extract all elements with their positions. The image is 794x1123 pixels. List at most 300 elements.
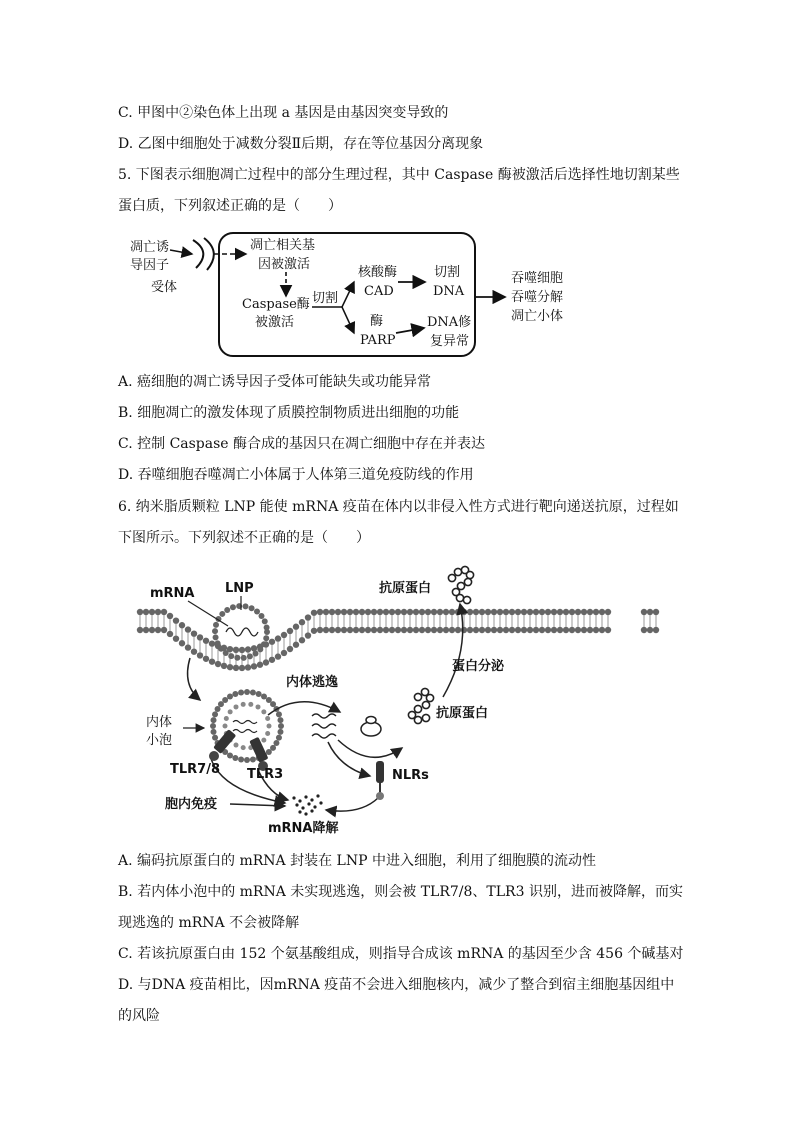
lipid-head <box>341 609 347 615</box>
lnp-lipid <box>230 604 236 610</box>
mrna-fragment <box>304 812 307 815</box>
lipid-head <box>209 658 215 664</box>
lipid-head <box>281 650 287 656</box>
lipid-head <box>323 609 329 615</box>
q5-option-b: B. 细胞凋亡的激发体现了质膜控制物质进出细胞的功能 <box>118 405 460 421</box>
endosome-lipid-inner <box>265 716 270 721</box>
endosome-lipid-outer <box>244 757 250 763</box>
endosome-lipid-outer <box>215 706 221 712</box>
mrna-fragment <box>307 802 310 805</box>
protein-bead <box>414 693 421 700</box>
lipid-head <box>647 627 653 633</box>
q6-stem-line-2: 下图所示。下列叙述不正确的是（ ） <box>118 530 370 546</box>
ribosome-small <box>366 717 376 724</box>
lipid-head <box>461 627 467 633</box>
lipid-head <box>503 627 509 633</box>
endosome-lipid-outer <box>277 729 283 735</box>
lipid-head <box>551 609 557 615</box>
lnp-lipid <box>212 628 218 634</box>
lnp-lipid <box>215 640 221 646</box>
lipid-head <box>473 627 479 633</box>
lnp-lipid <box>218 646 224 652</box>
lipid-head <box>593 627 599 633</box>
lnp-lipid <box>261 641 267 647</box>
lipid-head <box>251 645 257 651</box>
endosome-lipid-outer <box>222 697 228 703</box>
lipid-head <box>245 664 251 670</box>
protein-bead <box>414 705 421 712</box>
lipid-head <box>455 609 461 615</box>
lipid-head <box>173 617 179 623</box>
protein-bead <box>464 578 471 585</box>
lipid-head <box>155 627 161 633</box>
lipid-head <box>497 627 503 633</box>
mrna-label: mRNA <box>150 586 195 601</box>
mrna-fragment <box>292 796 295 799</box>
lipid-head <box>287 646 293 652</box>
lipid-head <box>221 663 227 669</box>
lipid-head <box>383 609 389 615</box>
lipid-head <box>593 609 599 615</box>
mrna-fragment <box>304 795 307 798</box>
endosome-lipid-inner <box>234 704 239 709</box>
lipid-head <box>425 609 431 615</box>
protein-bead <box>463 596 470 603</box>
lipid-head <box>563 609 569 615</box>
endosome-lipid-inner <box>261 738 266 743</box>
endosome-lipid-outer <box>273 740 279 746</box>
lipid-head <box>371 609 377 615</box>
lipid-head <box>641 627 647 633</box>
mrna-fragment <box>295 803 298 806</box>
lipid-head <box>587 627 593 633</box>
lipid-head <box>467 609 473 615</box>
lipid-head <box>359 609 365 615</box>
lipid-head <box>227 664 233 670</box>
lipid-head <box>521 627 527 633</box>
lipid-head <box>245 646 251 652</box>
lipid-head <box>377 609 383 615</box>
endosome-lipid-outer <box>276 711 282 717</box>
lipid-head <box>389 609 395 615</box>
lipid-head <box>173 635 179 641</box>
lipid-head <box>407 627 413 633</box>
lipid-head <box>371 627 377 633</box>
lipid-head <box>569 627 575 633</box>
lipid-head <box>491 609 497 615</box>
endosome-lipid-outer <box>212 711 218 717</box>
lnp-lipid <box>253 651 259 657</box>
lipid-head <box>281 632 287 638</box>
lipid-head <box>137 627 143 633</box>
mrna-fragment <box>310 798 313 801</box>
lipid-head <box>353 609 359 615</box>
lipid-head <box>359 627 365 633</box>
lnp-lipid <box>213 634 219 640</box>
cutdna-label-2: DNA <box>433 284 465 299</box>
tlr3-label: TLR3 <box>247 767 284 782</box>
lipid-head <box>545 609 551 615</box>
lipid-head <box>551 627 557 633</box>
lipid-head <box>257 662 263 668</box>
lipid-head <box>605 627 611 633</box>
lnp-lipid <box>258 613 264 619</box>
endosome-mrna-strand <box>233 721 257 724</box>
q6-option-c: C. 若该抗原蛋白由 152 个氨基酸组成，则指导合成该 mRNA 的基因至少含 456 个碱基对 <box>118 946 684 962</box>
lipid-head <box>233 665 239 671</box>
endosome-lipid-outer <box>232 691 238 697</box>
endosome-lipid-inner <box>223 724 228 729</box>
lnp-lipid <box>223 650 229 656</box>
endosome-lipid-inner <box>256 704 261 709</box>
protein-bead <box>466 571 473 578</box>
lnp-lipid <box>241 655 247 661</box>
q6-stem-line-1: 6. 纳米脂质颗粒 LNP 能使 mRNA 疫苗在体内以非侵入性方式进行靶向递送抗原，过程如 <box>118 499 679 515</box>
lipid-head <box>503 609 509 615</box>
lipid-head <box>527 609 533 615</box>
protein-bead <box>454 568 461 575</box>
mrna-fragment <box>319 801 322 804</box>
endosome-lipid-outer <box>261 694 267 700</box>
nuclease-label-2: CAD <box>364 284 394 299</box>
lipid-head <box>653 609 659 615</box>
lipid-head <box>299 637 305 643</box>
lipid-head <box>437 627 443 633</box>
endosome-lipid-outer <box>210 723 216 729</box>
lnp-lipid <box>228 653 234 659</box>
endosome-lipid-outer <box>232 755 238 761</box>
lipid-head <box>449 609 455 615</box>
endosome-mrna-strand <box>233 730 257 733</box>
lipid-head <box>209 640 215 646</box>
q6-option-d-line-1: D. 与DNA 疫苗相比，因mRNA 疫苗不会进入细胞核内，减少了整合到宿主细胞基因组中 <box>118 977 675 993</box>
lnp-lipid <box>262 618 268 624</box>
lipid-head <box>389 627 395 633</box>
lipid-head <box>395 609 401 615</box>
endosome-lipid-outer <box>211 729 217 735</box>
lipid-head <box>191 630 197 636</box>
lipid-head <box>251 663 257 669</box>
endosome-lipid-outer <box>270 701 276 707</box>
lipid-head <box>317 627 323 633</box>
inducer-label-2: 导因子 <box>130 258 170 273</box>
antigen-protein-mid-label: 抗原蛋白 <box>436 706 489 721</box>
lipid-head <box>269 657 275 663</box>
q4-option-c: C. 甲图中②染色体上出现 a 基因是由基因突变导致的 <box>118 105 449 121</box>
protein-bead <box>448 574 455 581</box>
lipid-head <box>269 639 275 645</box>
q5-stem-line-1: 5. 下图表示细胞凋亡过程中的部分生理过程，其中 Caspase 酶被激活后选择性地切割某些 <box>118 167 680 183</box>
lipid-head <box>377 627 383 633</box>
lipid-head <box>347 609 353 615</box>
innate-immunity-label: 胞内免疫 <box>165 797 218 812</box>
lipid-head <box>413 627 419 633</box>
lipid-head <box>521 609 527 615</box>
antigen-protein-top-shape <box>448 566 473 603</box>
gene-label-2: 因被激活 <box>258 257 311 272</box>
arrow-innate-degrade <box>230 804 285 806</box>
lipid-head <box>467 627 473 633</box>
q4-option-d: D. 乙图中细胞处于减数分裂Ⅱ后期，存在等位基因分离现象 <box>118 136 484 152</box>
lipid-head <box>311 610 317 616</box>
lipid-head <box>515 609 521 615</box>
lipid-head <box>401 627 407 633</box>
lnp-lipid <box>263 635 269 641</box>
endosome-lipid-inner <box>267 724 272 729</box>
repair-label-1: DNA修 <box>427 315 472 330</box>
lipid-head <box>641 609 647 615</box>
endosome-lipid-inner <box>248 702 253 707</box>
lipid-head <box>149 609 155 615</box>
endosome-lipid-inner <box>241 702 246 707</box>
q6-option-a: A. 编码抗原蛋白的 mRNA 封装在 LNP 中进入细胞，利用了细胞膜的流动性 <box>118 853 596 869</box>
lnp-lipid <box>249 605 255 611</box>
lipid-head <box>287 628 293 634</box>
lipid-head <box>539 609 545 615</box>
lipid-head <box>575 609 581 615</box>
lipid-head <box>239 665 245 671</box>
lipid-head <box>653 627 659 633</box>
nlrs-receptor-end <box>376 792 384 800</box>
lipid-head <box>395 627 401 633</box>
phagocyte-label-3: 凋亡小体 <box>511 309 564 324</box>
mrna-fragment <box>301 806 304 809</box>
lipid-head <box>419 609 425 615</box>
endosome-lipid-outer <box>256 691 262 697</box>
escaped-mrna-squiggle-2 <box>312 724 336 728</box>
enzyme-label-1: 酶 <box>370 314 384 329</box>
endosome-lipid-outer <box>276 735 282 741</box>
protein-bead <box>414 716 421 723</box>
lipid-head <box>353 627 359 633</box>
lipid-head <box>509 627 515 633</box>
lipid-head <box>437 609 443 615</box>
lipid-head <box>647 609 653 615</box>
endosome-lipid-outer <box>250 756 256 762</box>
endosome-lipid-outer <box>227 694 233 700</box>
q6-option-b-line-2: 现逃逸的 mRNA 不会被降解 <box>118 915 300 931</box>
lipid-head <box>167 613 173 619</box>
q5-option-d: D. 吞噬细胞吞噬凋亡小体属于人体第三道免疫防线的作用 <box>118 467 474 483</box>
q5-stem-line-2: 蛋白质，下列叙述正确的是（ ） <box>118 198 342 214</box>
phagocyte-label-1: 吞噬细胞 <box>511 271 564 286</box>
q5-option-a: A. 癌细胞的凋亡诱导因子受体可能缺失或功能异常 <box>118 374 432 390</box>
lipid-head <box>161 627 167 633</box>
phagocyte-label-2: 吞噬分解 <box>511 290 564 305</box>
mrna-fragment <box>298 810 301 813</box>
lipid-head <box>203 656 209 662</box>
lipid-head <box>407 609 413 615</box>
lipid-head <box>179 640 185 646</box>
lipid-head <box>167 631 173 637</box>
lnp-lipid <box>257 646 263 652</box>
lipid-head <box>581 627 587 633</box>
lipid-head <box>329 627 335 633</box>
lipid-head <box>161 609 167 615</box>
lipid-head <box>479 627 485 633</box>
antigen-protein-mid-shape <box>408 688 433 723</box>
endosome-lipid-outer <box>250 690 256 696</box>
lipid-head <box>305 614 311 620</box>
arrow-nlrs-degrade <box>326 798 378 811</box>
cutdna-label-1: 切割 <box>434 265 461 280</box>
lipid-head <box>311 628 317 634</box>
lipid-head <box>527 627 533 633</box>
protein-bead <box>456 594 463 601</box>
endosome-label-2: 小泡 <box>146 733 173 748</box>
enzyme-label-2: PARP <box>360 333 396 348</box>
lipid-head <box>197 634 203 640</box>
lipid-head <box>347 627 353 633</box>
gene-label-1: 凋亡相关基 <box>250 238 316 253</box>
endosome-lipid-outer <box>277 717 283 723</box>
lipid-head <box>143 609 149 615</box>
lipid-head <box>299 619 305 625</box>
protein-bead <box>422 701 429 708</box>
lipid-head <box>557 627 563 633</box>
lipid-head <box>143 627 149 633</box>
lipid-head <box>575 627 581 633</box>
lipid-head <box>401 609 407 615</box>
lnp-label: LNP <box>225 581 254 596</box>
lipid-head <box>413 609 419 615</box>
lipid-head <box>419 627 425 633</box>
lipid-head <box>449 627 455 633</box>
protein-bead <box>422 714 429 721</box>
endosome-lipid-inner <box>241 745 246 750</box>
mrna-fragment <box>310 809 313 812</box>
lipid-head <box>485 609 491 615</box>
lipid-head <box>545 627 551 633</box>
endosome-lipid-outer <box>238 690 244 696</box>
lipid-head <box>293 642 299 648</box>
lipid-head <box>509 609 515 615</box>
lipid-head <box>485 627 491 633</box>
endosome-lipid-inner <box>234 743 239 748</box>
lipid-head <box>137 609 143 615</box>
lnp-lipid <box>264 624 270 630</box>
lipid-head <box>431 627 437 633</box>
lipid-head <box>455 627 461 633</box>
lipid-head <box>305 632 311 638</box>
caspase-label-2: 被激活 <box>255 315 295 330</box>
mrna-fragment <box>313 805 316 808</box>
lipid-head <box>149 627 155 633</box>
nlrs-receptor-shape <box>376 761 384 783</box>
tlr78-receptor-end <box>209 751 219 761</box>
lipid-head <box>563 627 569 633</box>
lipid-head <box>599 609 605 615</box>
lipid-head <box>365 627 371 633</box>
lnp-lipid <box>243 603 249 609</box>
arrow-lnp-to-endosome <box>188 658 200 700</box>
lipid-head <box>365 609 371 615</box>
lipid-head <box>335 627 341 633</box>
lipid-head <box>383 627 389 633</box>
lipid-head <box>329 609 335 615</box>
lipid-head <box>179 622 185 628</box>
escaped-mrna-squiggle-1 <box>312 714 336 718</box>
lipid-head <box>239 647 245 653</box>
lipid-head <box>233 647 239 653</box>
lnp-lipid <box>247 653 253 659</box>
lipid-head <box>263 659 269 665</box>
lipid-head <box>215 661 221 667</box>
endosome-lipid-inner <box>261 709 266 714</box>
q6-option-d-line-2: 的风险 <box>118 1008 160 1024</box>
lipid-head <box>473 609 479 615</box>
lipid-head <box>443 627 449 633</box>
lipid-head <box>335 609 341 615</box>
lipid-head <box>431 609 437 615</box>
nuclease-label-1: 核酸酶 <box>358 265 398 280</box>
lnp-lipid <box>254 609 260 615</box>
degraded-mrna-fragments <box>292 794 322 815</box>
lipid-head <box>533 627 539 633</box>
lipid-head <box>203 638 209 644</box>
receptor-label: 受体 <box>151 280 178 295</box>
lnp-lipid <box>234 655 240 661</box>
endosome-lipid-inner <box>265 731 270 736</box>
lnp-lipid <box>213 622 219 628</box>
endosome-lipid-outer <box>278 723 284 729</box>
q6-option-b-line-1: B. 若内体小泡中的 mRNA 未实现逃逸，则会被 TLR7/8、TLR3 识别，进而被降解，而实 <box>118 884 683 900</box>
lipid-head <box>275 653 281 659</box>
tlr78-label: TLR7/8 <box>170 762 221 777</box>
mrna-degradation-label: mRNA降解 <box>268 821 339 836</box>
endosome-label-1: 内体 <box>146 715 173 730</box>
caspase-label-1: Caspase酶 <box>242 297 310 312</box>
lipid-head <box>185 644 191 650</box>
protein-bead <box>426 694 433 701</box>
endosome-lipid-outer <box>244 689 250 695</box>
lipid-head <box>191 648 197 654</box>
cut-label: 切割 <box>312 291 339 306</box>
nlrs-label: NLRs <box>392 768 429 783</box>
lipid-head <box>479 609 485 615</box>
inducer-label-1: 凋亡诱 <box>130 240 170 255</box>
arrow-to-nlrs <box>328 742 370 776</box>
endosome-lipid-outer <box>238 756 244 762</box>
endosome-lipid-inner <box>228 709 233 714</box>
lipid-head <box>197 652 203 658</box>
lipid-head <box>443 609 449 615</box>
lipid-head <box>569 609 575 615</box>
q5-option-c: C. 控制 Caspase 酶合成的基因只在凋亡细胞中存在并表达 <box>118 436 486 452</box>
lipid-head <box>605 609 611 615</box>
lipid-head <box>185 626 191 632</box>
mrna-fragment <box>316 794 319 797</box>
lnp-mrna-strand <box>226 628 258 636</box>
lipid-head <box>341 627 347 633</box>
lipid-head <box>587 609 593 615</box>
lipid-head <box>491 627 497 633</box>
escaped-mrna-squiggle-3 <box>312 734 336 738</box>
lipid-head <box>497 609 503 615</box>
endosome-lipid-outer <box>266 749 272 755</box>
lipid-head <box>323 627 329 633</box>
endosome-lipid-inner <box>224 716 229 721</box>
lipid-head <box>533 609 539 615</box>
lipid-head <box>425 627 431 633</box>
repair-label-2: 复异常 <box>430 334 470 349</box>
secretion-label: 蛋白分泌 <box>452 659 505 674</box>
lipid-head <box>293 624 299 630</box>
lipid-head <box>155 609 161 615</box>
endosome-lipid-outer <box>211 717 217 723</box>
lipid-head <box>599 627 605 633</box>
lipid-head <box>557 609 563 615</box>
